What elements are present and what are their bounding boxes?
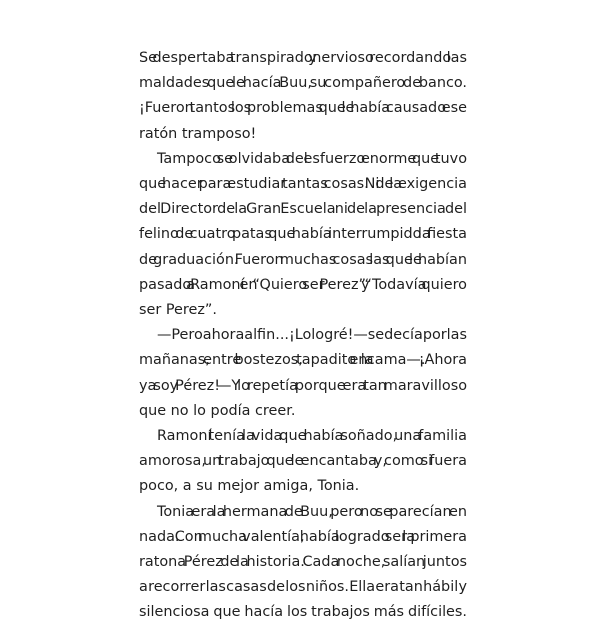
text-line: ratón tramposo! <box>139 125 257 142</box>
text-line: felino de cuatro patas que había interrumpido la fiesta <box>139 226 467 243</box>
text-line: ratona Pérez de la historia. Cada noche, salían juntos <box>139 554 467 571</box>
paragraph-2 <box>139 147 467 323</box>
text-line: a recorrer las casas de los niños. Ella era tan hábil y <box>139 579 467 596</box>
text-line: —Pero ahora al fin... ¡Lo logré! —se decía por las <box>157 327 467 344</box>
text-line: poco, a su mejor amiga, Tonia. <box>139 478 360 495</box>
text-line: Tonia era la hermana de Buu, pero no se parecían en <box>157 503 467 520</box>
paragraph-4 <box>139 424 467 500</box>
text-line: silenciosa que hacía los trabajos más difíciles. <box>139 604 467 621</box>
text-line: ser Perez”. <box>139 302 217 319</box>
text-line: amorosa, un trabajo que le encantaba y, como si fuera <box>139 453 467 470</box>
text-line: mañanas, entre bostezos, tapadito en la cama—. ¡Ahora <box>139 352 467 369</box>
text-line: maldades que le hacía Buu, su compañero de banco. <box>139 75 467 92</box>
body-text <box>139 46 467 626</box>
text-line: de graduación. Fueron muchas cosas las que le habían <box>139 251 467 268</box>
text-line: ya soy Pérez! —Y lo repetía porque era tan maravilloso <box>139 377 467 394</box>
text-line: que no lo podía creer. <box>139 402 296 419</box>
paragraph-5 <box>139 500 467 626</box>
text-line: Se despertaba transpirado y nervioso recordando las <box>139 50 467 66</box>
text-line: del Director de la Gran Escuela ni de la presencia del <box>139 201 467 218</box>
paragraph-3 <box>139 323 467 424</box>
text-line: Ramoní tenía la vida que había soñado, una familia <box>157 428 467 445</box>
text-line: que hacer para estudiar tantas cosas. Ni de la exigencia <box>139 176 467 193</box>
text-line: nada. Con mucha valentía, había logrado ser la primera <box>139 528 467 545</box>
paragraph-1 <box>139 46 467 147</box>
text-line: Tampoco se olvidaba del esfuerzo enorme que tuvo <box>157 150 467 167</box>
text-line: ¡Fueron tantos los problemas que le había causado ese <box>139 100 467 117</box>
text-line: pasado a Ramoní en “Quiero ser Perez” y “Todavía quiero <box>139 276 467 293</box>
